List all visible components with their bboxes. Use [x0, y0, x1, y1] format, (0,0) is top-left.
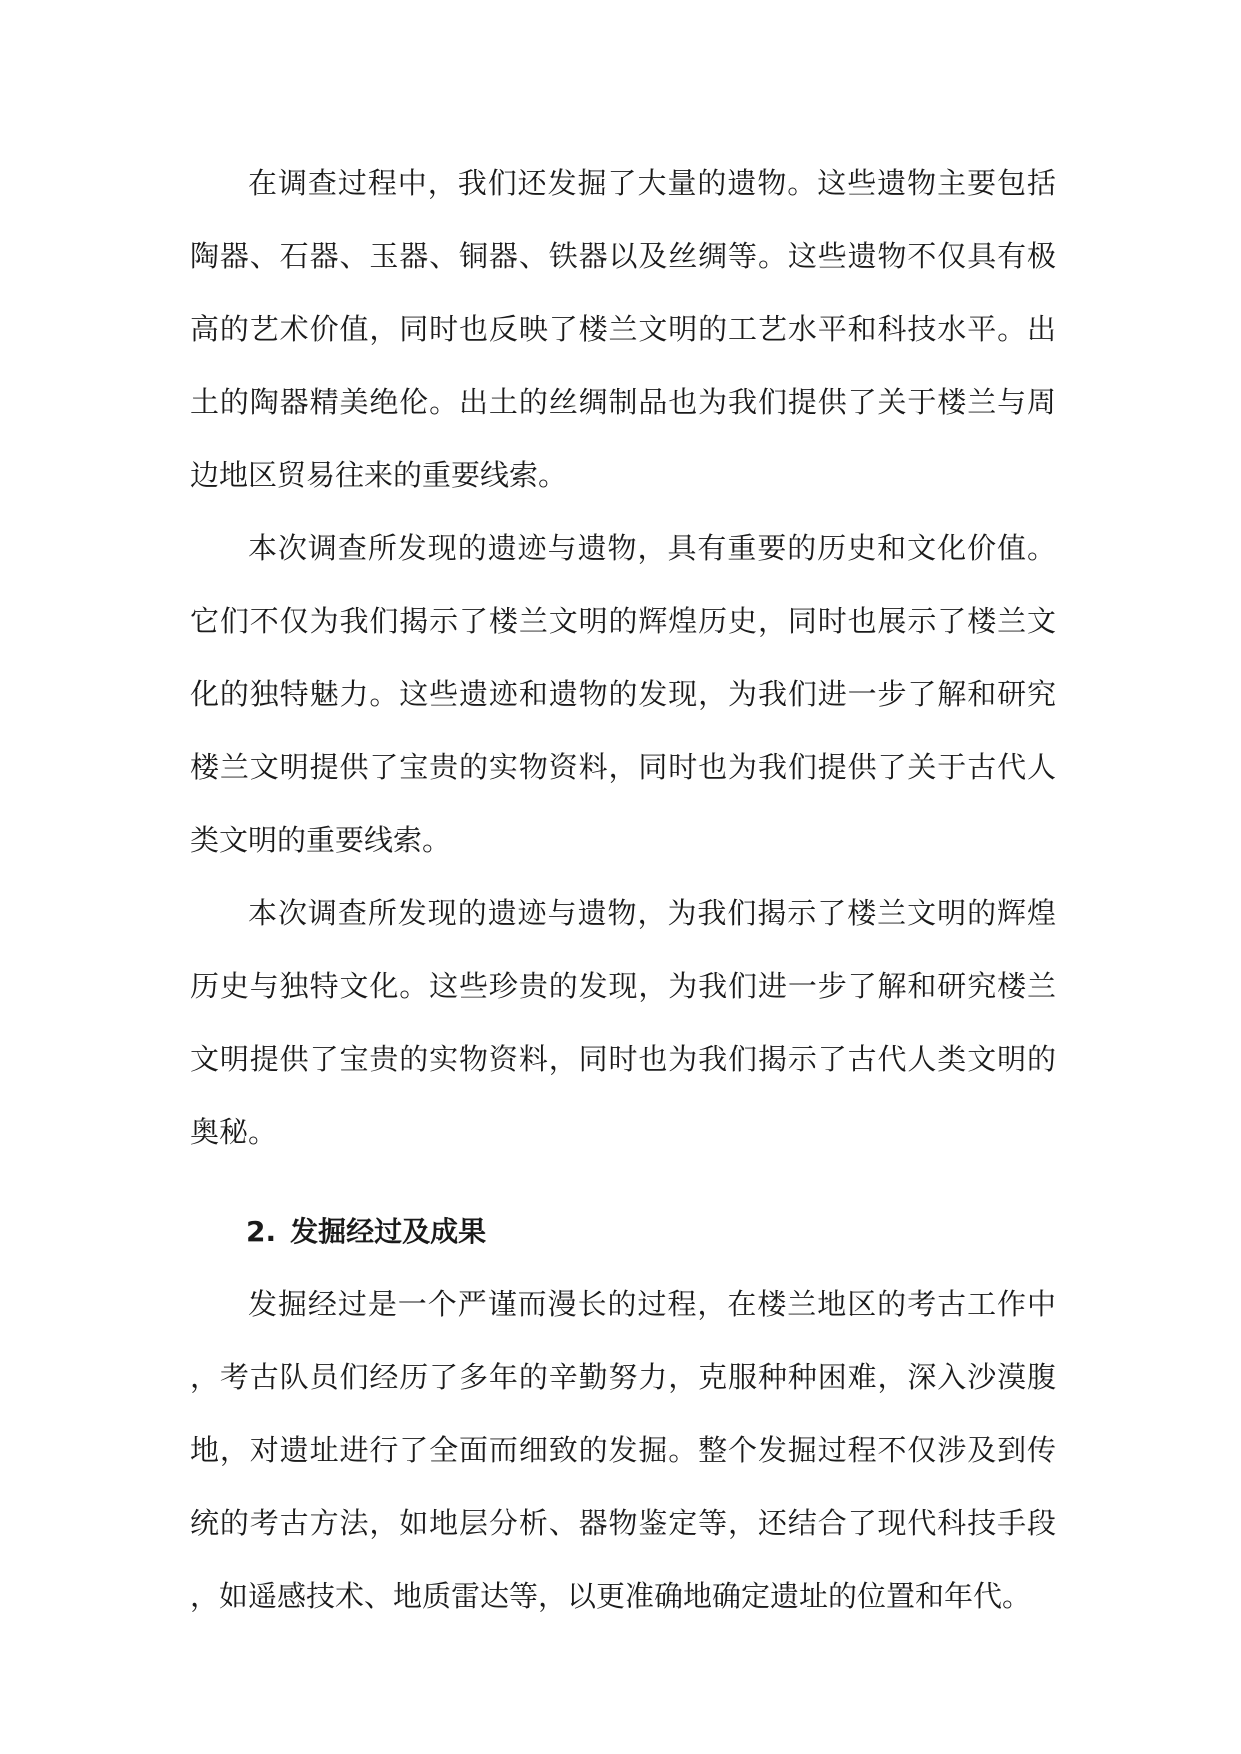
section-number: 2.	[246, 1215, 277, 1248]
paragraph-historical-value: 本次调查所发现的遗迹与遗物，具有重要的历史和文化价值。它们不仅为我们揭示了楼兰文明的辉煌历史，同时也展示了楼兰文化的独特魅力。这些遗迹和遗物的发现，为我们进一步了解和研究楼兰文明提供了宝贵的实物资料，同时也为我们提供了关于古代人类文明的重要线索。	[190, 531, 1056, 857]
paragraph-excavated-relics: 在调查过程中，我们还发掘了大量的遗物。这些遗物主要包括陶器、石器、玉器、铜器、铁器以及丝绸等。这些遗物不仅具有极高的艺术价值，同时也反映了楼兰文明的工艺水平和科技水平。出土的陶器精美绝伦。出土的丝绸制品也为我们提供了关于楼兰与周边地区贸易往来的重要线索。	[190, 166, 1056, 492]
paragraph-excavation-process: 发掘经过是一个严谨而漫长的过程，在楼兰地区的考古工作中，考古队员们经历了多年的辛勤努力，克服种种困难，深入沙漠腹地，对遗址进行了全面而细致的发掘。整个发掘过程不仅涉及到传统的考古方法，如地层分析、器物鉴定等，还结合了现代科技手段，如遥感技术、地质雷达等，以更准确地确定遗址的位置和年代。	[190, 1287, 1056, 1613]
section-heading	[190, 1195, 1056, 1268]
document-body	[190, 147, 1056, 1633]
paragraph-summary: 本次调查所发现的遗迹与遗物，为我们揭示了楼兰文明的辉煌历史与独特文化。这些珍贵的发现，为我们进一步了解和研究楼兰文明提供了宝贵的实物资料，同时也为我们揭示了古代人类文明的奥秘。	[190, 896, 1056, 1149]
section-title: 发掘经过及成果	[290, 1215, 487, 1248]
